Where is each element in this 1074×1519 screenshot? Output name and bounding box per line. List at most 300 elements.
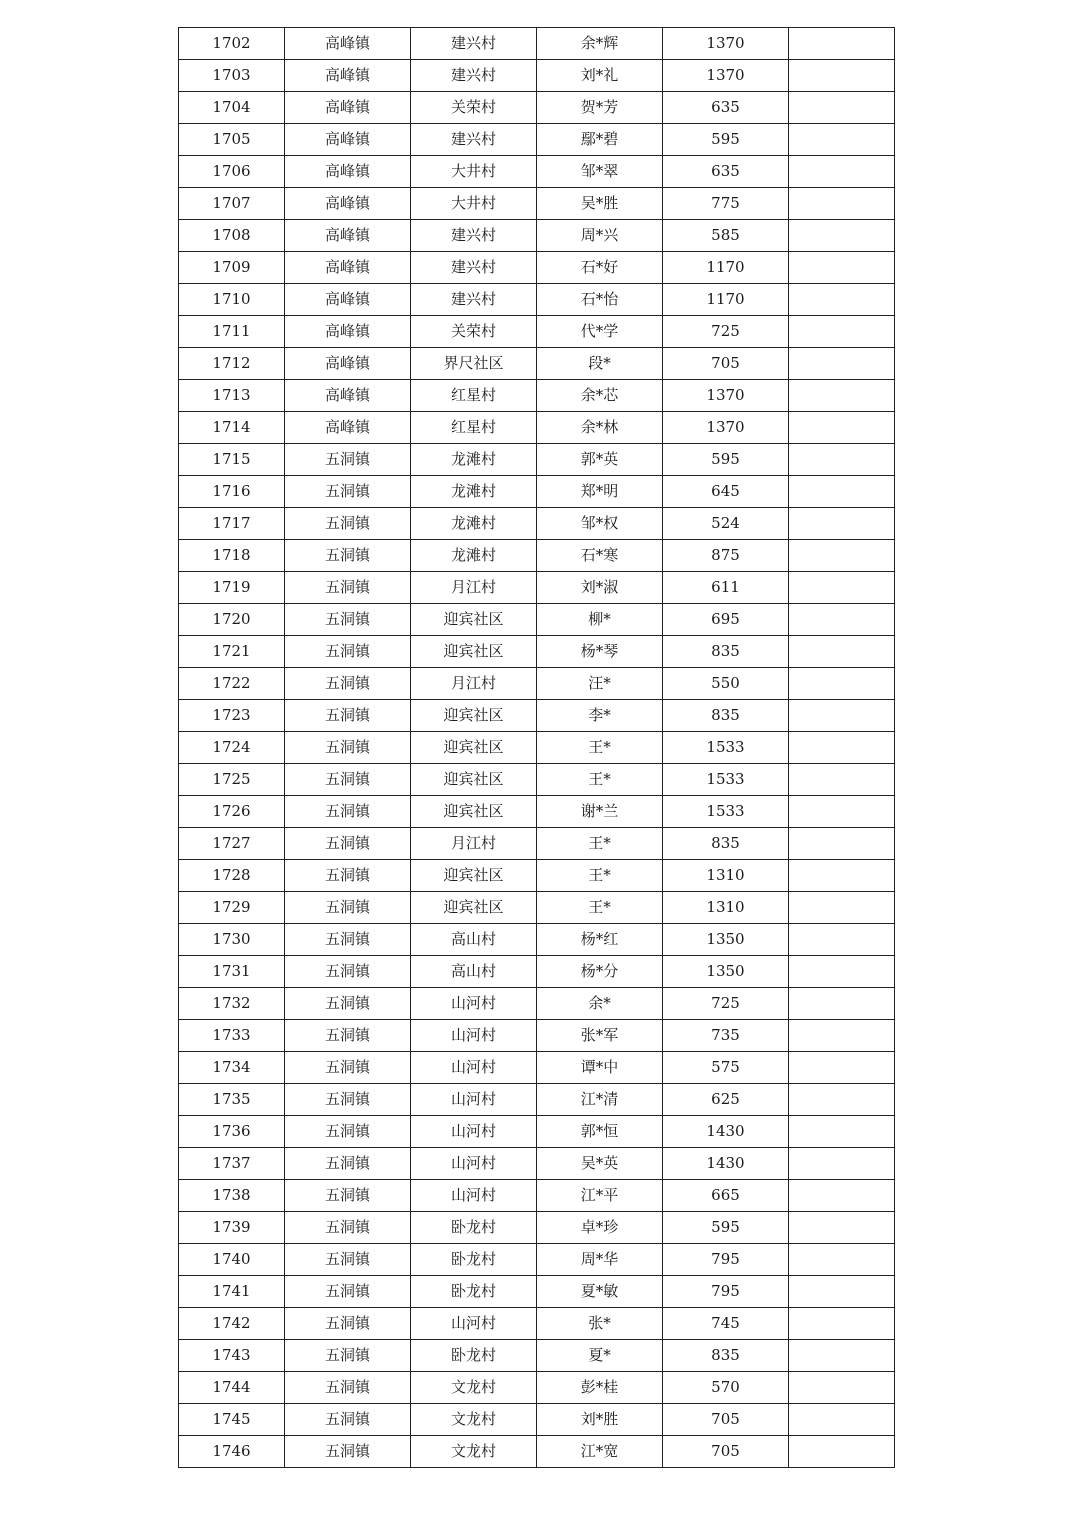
town-cell: 高峰镇 — [285, 156, 411, 188]
row-number-cell: 1746 — [179, 1436, 285, 1468]
name-cell: 石*怡 — [537, 284, 663, 316]
amount-cell: 835 — [663, 1340, 789, 1372]
name-cell: 石*好 — [537, 252, 663, 284]
town-cell: 高峰镇 — [285, 28, 411, 60]
town-cell: 五洞镇 — [285, 604, 411, 636]
village-cell: 大井村 — [411, 188, 537, 220]
row-number-cell: 1710 — [179, 284, 285, 316]
amount-cell: 1310 — [663, 892, 789, 924]
table-row — [179, 284, 895, 316]
town-cell: 五洞镇 — [285, 828, 411, 860]
remark-cell — [789, 348, 895, 380]
town-cell: 五洞镇 — [285, 1372, 411, 1404]
name-cell: 周*兴 — [537, 220, 663, 252]
village-cell: 关荣村 — [411, 92, 537, 124]
name-cell: 吴*胜 — [537, 188, 663, 220]
table-row — [179, 924, 895, 956]
remark-cell — [789, 1116, 895, 1148]
town-cell: 五洞镇 — [285, 1340, 411, 1372]
remark-cell — [789, 828, 895, 860]
remark-cell — [789, 924, 895, 956]
row-number-cell: 1742 — [179, 1308, 285, 1340]
amount-cell: 575 — [663, 1052, 789, 1084]
town-cell: 五洞镇 — [285, 1052, 411, 1084]
village-cell: 建兴村 — [411, 220, 537, 252]
name-cell: 江*宽 — [537, 1436, 663, 1468]
table-row — [179, 124, 895, 156]
village-cell: 界尺社区 — [411, 348, 537, 380]
name-cell: 张* — [537, 1308, 663, 1340]
village-cell: 迎宾社区 — [411, 636, 537, 668]
row-number-cell: 1739 — [179, 1212, 285, 1244]
name-cell: 郭*英 — [537, 444, 663, 476]
name-cell: 邹*权 — [537, 508, 663, 540]
village-cell: 山河村 — [411, 1148, 537, 1180]
row-number-cell: 1736 — [179, 1116, 285, 1148]
village-cell: 山河村 — [411, 988, 537, 1020]
amount-cell: 625 — [663, 1084, 789, 1116]
village-cell: 建兴村 — [411, 60, 537, 92]
town-cell: 高峰镇 — [285, 188, 411, 220]
table-row — [179, 860, 895, 892]
row-number-cell: 1725 — [179, 764, 285, 796]
remark-cell — [789, 60, 895, 92]
table-row — [179, 1308, 895, 1340]
village-cell: 红星村 — [411, 380, 537, 412]
amount-cell: 835 — [663, 828, 789, 860]
amount-cell: 1430 — [663, 1116, 789, 1148]
row-number-cell: 1728 — [179, 860, 285, 892]
table-row — [179, 604, 895, 636]
town-cell: 五洞镇 — [285, 476, 411, 508]
row-number-cell: 1726 — [179, 796, 285, 828]
table-row — [179, 1180, 895, 1212]
ledger-page — [178, 27, 894, 1468]
village-cell: 高山村 — [411, 956, 537, 988]
town-cell: 五洞镇 — [285, 1020, 411, 1052]
village-cell: 迎宾社区 — [411, 892, 537, 924]
name-cell: 郑*明 — [537, 476, 663, 508]
table-row — [179, 508, 895, 540]
table-body — [179, 28, 895, 1468]
table-row — [179, 764, 895, 796]
table-row — [179, 1372, 895, 1404]
remark-cell — [789, 1020, 895, 1052]
village-cell: 卧龙村 — [411, 1244, 537, 1276]
amount-cell: 550 — [663, 668, 789, 700]
amount-cell: 635 — [663, 92, 789, 124]
remark-cell — [789, 572, 895, 604]
name-cell: 段* — [537, 348, 663, 380]
amount-cell: 725 — [663, 316, 789, 348]
amount-cell: 1370 — [663, 380, 789, 412]
amount-cell: 1533 — [663, 796, 789, 828]
town-cell: 五洞镇 — [285, 1180, 411, 1212]
amount-cell: 570 — [663, 1372, 789, 1404]
amount-cell: 875 — [663, 540, 789, 572]
remark-cell — [789, 732, 895, 764]
table-row — [179, 796, 895, 828]
remark-cell — [789, 252, 895, 284]
row-number-cell: 1714 — [179, 412, 285, 444]
amount-cell: 645 — [663, 476, 789, 508]
remark-cell — [789, 1180, 895, 1212]
row-number-cell: 1731 — [179, 956, 285, 988]
name-cell: 夏*敏 — [537, 1276, 663, 1308]
town-cell: 五洞镇 — [285, 444, 411, 476]
table-row — [179, 892, 895, 924]
row-number-cell: 1743 — [179, 1340, 285, 1372]
name-cell: 彭*桂 — [537, 1372, 663, 1404]
row-number-cell: 1716 — [179, 476, 285, 508]
table-row — [179, 1212, 895, 1244]
row-number-cell: 1705 — [179, 124, 285, 156]
row-number-cell: 1730 — [179, 924, 285, 956]
remark-cell — [789, 380, 895, 412]
amount-cell: 1170 — [663, 252, 789, 284]
name-cell: 余*辉 — [537, 28, 663, 60]
remark-cell — [789, 860, 895, 892]
table-row — [179, 156, 895, 188]
name-cell: 夏* — [537, 1340, 663, 1372]
amount-cell: 745 — [663, 1308, 789, 1340]
village-cell: 山河村 — [411, 1180, 537, 1212]
remark-cell — [789, 476, 895, 508]
table-row — [179, 60, 895, 92]
name-cell: 吴*英 — [537, 1148, 663, 1180]
row-number-cell: 1713 — [179, 380, 285, 412]
row-number-cell: 1704 — [179, 92, 285, 124]
town-cell: 高峰镇 — [285, 92, 411, 124]
town-cell: 五洞镇 — [285, 700, 411, 732]
table-row — [179, 1404, 895, 1436]
name-cell: 汪* — [537, 668, 663, 700]
amount-cell: 705 — [663, 1404, 789, 1436]
town-cell: 五洞镇 — [285, 892, 411, 924]
name-cell: 王* — [537, 860, 663, 892]
row-number-cell: 1744 — [179, 1372, 285, 1404]
amount-cell: 611 — [663, 572, 789, 604]
row-number-cell: 1707 — [179, 188, 285, 220]
amount-cell: 665 — [663, 1180, 789, 1212]
name-cell: 贺*芳 — [537, 92, 663, 124]
table-row — [179, 1148, 895, 1180]
remark-cell — [789, 1372, 895, 1404]
amount-cell: 775 — [663, 188, 789, 220]
remark-cell — [789, 668, 895, 700]
village-cell: 卧龙村 — [411, 1276, 537, 1308]
remark-cell — [789, 700, 895, 732]
remark-cell — [789, 796, 895, 828]
village-cell: 迎宾社区 — [411, 764, 537, 796]
amount-cell: 1430 — [663, 1148, 789, 1180]
table-row — [179, 220, 895, 252]
village-cell: 迎宾社区 — [411, 732, 537, 764]
village-cell: 迎宾社区 — [411, 604, 537, 636]
amount-cell: 1370 — [663, 412, 789, 444]
name-cell: 刘*淑 — [537, 572, 663, 604]
remark-cell — [789, 956, 895, 988]
remark-cell — [789, 1244, 895, 1276]
village-cell: 迎宾社区 — [411, 796, 537, 828]
table-row — [179, 92, 895, 124]
town-cell: 五洞镇 — [285, 1084, 411, 1116]
town-cell: 五洞镇 — [285, 572, 411, 604]
village-cell: 建兴村 — [411, 124, 537, 156]
village-cell: 文龙村 — [411, 1436, 537, 1468]
town-cell: 高峰镇 — [285, 316, 411, 348]
amount-cell: 695 — [663, 604, 789, 636]
table-row — [179, 988, 895, 1020]
town-cell: 五洞镇 — [285, 1276, 411, 1308]
row-number-cell: 1711 — [179, 316, 285, 348]
village-cell: 龙滩村 — [411, 476, 537, 508]
table-row — [179, 28, 895, 60]
town-cell: 高峰镇 — [285, 60, 411, 92]
table-row — [179, 700, 895, 732]
town-cell: 五洞镇 — [285, 668, 411, 700]
remark-cell — [789, 220, 895, 252]
town-cell: 五洞镇 — [285, 1116, 411, 1148]
remark-cell — [789, 1052, 895, 1084]
village-cell: 建兴村 — [411, 252, 537, 284]
amount-cell: 1310 — [663, 860, 789, 892]
town-cell: 五洞镇 — [285, 636, 411, 668]
table-row — [179, 828, 895, 860]
name-cell: 代*学 — [537, 316, 663, 348]
row-number-cell: 1709 — [179, 252, 285, 284]
remark-cell — [789, 988, 895, 1020]
remark-cell — [789, 124, 895, 156]
town-cell: 五洞镇 — [285, 1148, 411, 1180]
name-cell: 鄢*碧 — [537, 124, 663, 156]
town-cell: 五洞镇 — [285, 540, 411, 572]
row-number-cell: 1712 — [179, 348, 285, 380]
row-number-cell: 1703 — [179, 60, 285, 92]
village-cell: 迎宾社区 — [411, 700, 537, 732]
village-cell: 文龙村 — [411, 1372, 537, 1404]
amount-cell: 1370 — [663, 28, 789, 60]
village-cell: 龙滩村 — [411, 444, 537, 476]
remark-cell — [789, 316, 895, 348]
amount-cell: 725 — [663, 988, 789, 1020]
town-cell: 五洞镇 — [285, 732, 411, 764]
name-cell: 邹*翠 — [537, 156, 663, 188]
remark-cell — [789, 1276, 895, 1308]
remark-cell — [789, 540, 895, 572]
row-number-cell: 1715 — [179, 444, 285, 476]
name-cell: 谢*兰 — [537, 796, 663, 828]
name-cell: 杨*琴 — [537, 636, 663, 668]
remark-cell — [789, 1340, 895, 1372]
town-cell: 五洞镇 — [285, 988, 411, 1020]
row-number-cell: 1727 — [179, 828, 285, 860]
village-cell: 关荣村 — [411, 316, 537, 348]
table-row — [179, 1084, 895, 1116]
table-row — [179, 1052, 895, 1084]
village-cell: 迎宾社区 — [411, 860, 537, 892]
remark-cell — [789, 508, 895, 540]
amount-cell: 795 — [663, 1276, 789, 1308]
name-cell: 江*平 — [537, 1180, 663, 1212]
name-cell: 刘*胜 — [537, 1404, 663, 1436]
row-number-cell: 1721 — [179, 636, 285, 668]
town-cell: 高峰镇 — [285, 412, 411, 444]
village-cell: 龙滩村 — [411, 508, 537, 540]
amount-cell: 1370 — [663, 60, 789, 92]
town-cell: 五洞镇 — [285, 1244, 411, 1276]
name-cell: 余*林 — [537, 412, 663, 444]
town-cell: 高峰镇 — [285, 284, 411, 316]
amount-cell: 795 — [663, 1244, 789, 1276]
table-row — [179, 1020, 895, 1052]
village-cell: 文龙村 — [411, 1404, 537, 1436]
row-number-cell: 1733 — [179, 1020, 285, 1052]
table-row — [179, 668, 895, 700]
row-number-cell: 1702 — [179, 28, 285, 60]
town-cell: 五洞镇 — [285, 1436, 411, 1468]
row-number-cell: 1740 — [179, 1244, 285, 1276]
table-row — [179, 444, 895, 476]
amount-cell: 705 — [663, 1436, 789, 1468]
amount-cell: 735 — [663, 1020, 789, 1052]
name-cell: 刘*礼 — [537, 60, 663, 92]
remark-cell — [789, 1148, 895, 1180]
village-cell: 高山村 — [411, 924, 537, 956]
amount-cell: 585 — [663, 220, 789, 252]
remark-cell — [789, 1404, 895, 1436]
village-cell: 卧龙村 — [411, 1212, 537, 1244]
village-cell: 建兴村 — [411, 284, 537, 316]
remark-cell — [789, 604, 895, 636]
town-cell: 高峰镇 — [285, 380, 411, 412]
name-cell: 周*华 — [537, 1244, 663, 1276]
village-cell: 山河村 — [411, 1052, 537, 1084]
village-cell: 山河村 — [411, 1084, 537, 1116]
name-cell: 王* — [537, 732, 663, 764]
town-cell: 五洞镇 — [285, 1404, 411, 1436]
recipient-table — [178, 27, 895, 1468]
amount-cell: 705 — [663, 348, 789, 380]
amount-cell: 595 — [663, 1212, 789, 1244]
remark-cell — [789, 1084, 895, 1116]
remark-cell — [789, 1308, 895, 1340]
remark-cell — [789, 444, 895, 476]
table-row — [179, 316, 895, 348]
town-cell: 五洞镇 — [285, 1308, 411, 1340]
village-cell: 山河村 — [411, 1308, 537, 1340]
name-cell: 张*军 — [537, 1020, 663, 1052]
table-row — [179, 348, 895, 380]
remark-cell — [789, 28, 895, 60]
table-row — [179, 1244, 895, 1276]
amount-cell: 595 — [663, 444, 789, 476]
amount-cell: 1533 — [663, 732, 789, 764]
row-number-cell: 1724 — [179, 732, 285, 764]
row-number-cell: 1718 — [179, 540, 285, 572]
village-cell: 山河村 — [411, 1020, 537, 1052]
row-number-cell: 1732 — [179, 988, 285, 1020]
village-cell: 大井村 — [411, 156, 537, 188]
remark-cell — [789, 636, 895, 668]
amount-cell: 595 — [663, 124, 789, 156]
table-row — [179, 1340, 895, 1372]
row-number-cell: 1722 — [179, 668, 285, 700]
remark-cell — [789, 92, 895, 124]
row-number-cell: 1741 — [179, 1276, 285, 1308]
row-number-cell: 1734 — [179, 1052, 285, 1084]
town-cell: 五洞镇 — [285, 1212, 411, 1244]
remark-cell — [789, 284, 895, 316]
table-row — [179, 956, 895, 988]
amount-cell: 635 — [663, 156, 789, 188]
remark-cell — [789, 412, 895, 444]
village-cell: 龙滩村 — [411, 540, 537, 572]
remark-cell — [789, 188, 895, 220]
table-row — [179, 380, 895, 412]
table-row — [179, 252, 895, 284]
name-cell: 卓*珍 — [537, 1212, 663, 1244]
row-number-cell: 1737 — [179, 1148, 285, 1180]
name-cell: 杨*分 — [537, 956, 663, 988]
table-row — [179, 476, 895, 508]
row-number-cell: 1729 — [179, 892, 285, 924]
row-number-cell: 1723 — [179, 700, 285, 732]
town-cell: 高峰镇 — [285, 252, 411, 284]
village-cell: 山河村 — [411, 1116, 537, 1148]
village-cell: 月江村 — [411, 572, 537, 604]
town-cell: 五洞镇 — [285, 508, 411, 540]
row-number-cell: 1735 — [179, 1084, 285, 1116]
amount-cell: 1350 — [663, 956, 789, 988]
village-cell: 月江村 — [411, 828, 537, 860]
name-cell: 王* — [537, 892, 663, 924]
remark-cell — [789, 156, 895, 188]
town-cell: 五洞镇 — [285, 764, 411, 796]
table-row — [179, 188, 895, 220]
row-number-cell: 1706 — [179, 156, 285, 188]
name-cell: 江*清 — [537, 1084, 663, 1116]
table-row — [179, 412, 895, 444]
name-cell: 王* — [537, 764, 663, 796]
row-number-cell: 1708 — [179, 220, 285, 252]
amount-cell: 1170 — [663, 284, 789, 316]
town-cell: 五洞镇 — [285, 924, 411, 956]
town-cell: 高峰镇 — [285, 220, 411, 252]
name-cell: 杨*红 — [537, 924, 663, 956]
name-cell: 石*寒 — [537, 540, 663, 572]
town-cell: 高峰镇 — [285, 124, 411, 156]
remark-cell — [789, 1436, 895, 1468]
table-row — [179, 572, 895, 604]
remark-cell — [789, 892, 895, 924]
name-cell: 柳* — [537, 604, 663, 636]
town-cell: 高峰镇 — [285, 348, 411, 380]
village-cell: 建兴村 — [411, 28, 537, 60]
town-cell: 五洞镇 — [285, 796, 411, 828]
row-number-cell: 1720 — [179, 604, 285, 636]
town-cell: 五洞镇 — [285, 860, 411, 892]
table-row — [179, 732, 895, 764]
name-cell: 王* — [537, 828, 663, 860]
row-number-cell: 1717 — [179, 508, 285, 540]
village-cell: 红星村 — [411, 412, 537, 444]
row-number-cell: 1719 — [179, 572, 285, 604]
table-row — [179, 540, 895, 572]
amount-cell: 835 — [663, 700, 789, 732]
remark-cell — [789, 1212, 895, 1244]
table-row — [179, 1116, 895, 1148]
